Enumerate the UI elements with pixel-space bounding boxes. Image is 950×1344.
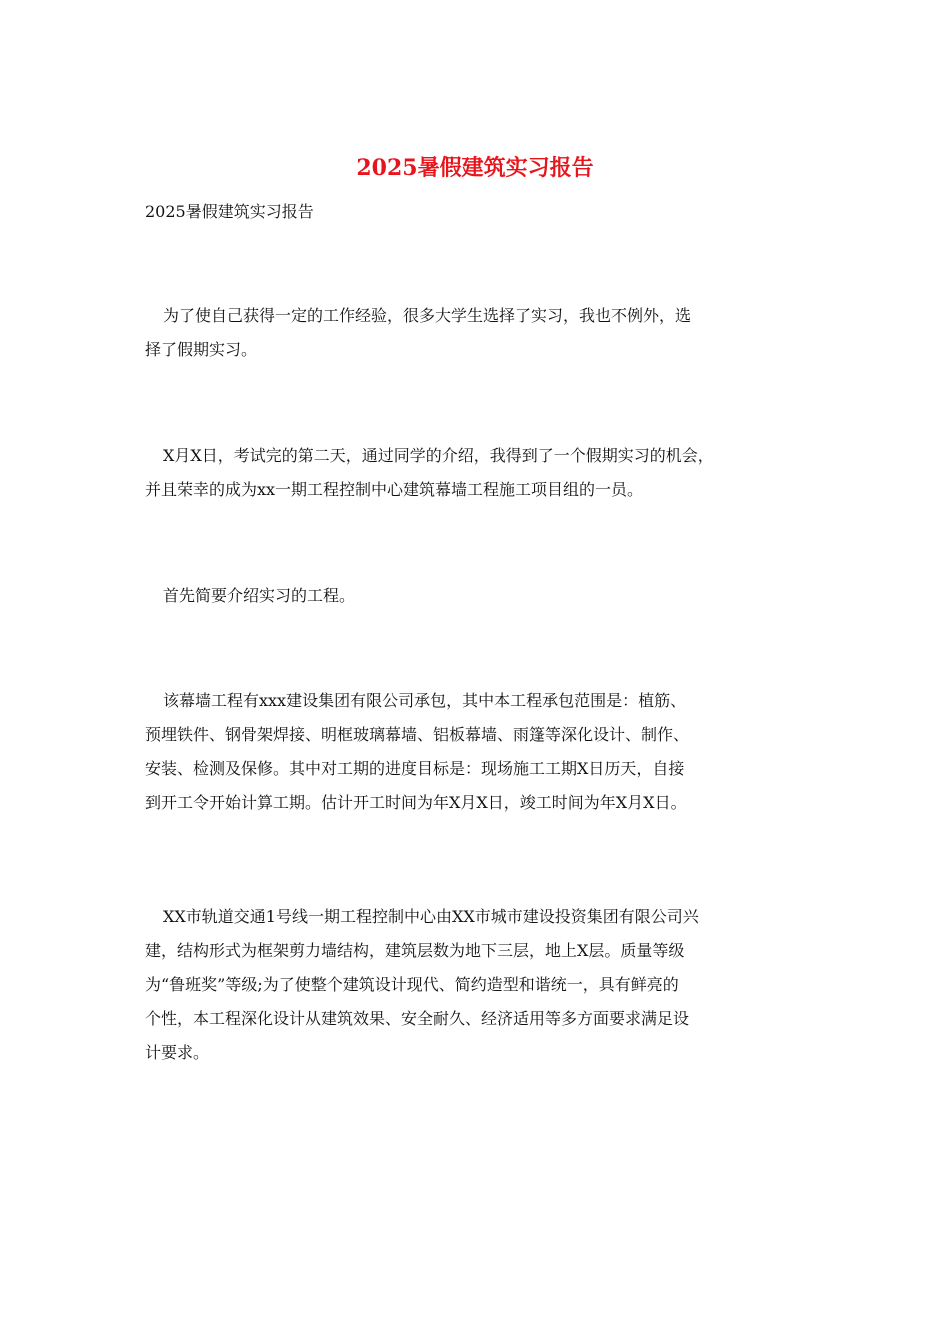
document-title: 2025暑假建筑实习报告 xyxy=(356,155,594,181)
paragraph: X月X日，考试完的第二天，通过同学的介绍，我得到了一个假期实习的机会， 并且荣幸的成为xx一期工程控制中心建筑幕墙工程施工项目组的一员。 xyxy=(145,446,714,499)
paragraph: 首先简要介绍实习的工程。 xyxy=(163,586,356,605)
document-subtitle: 2025暑假建筑实习报告 xyxy=(145,202,314,221)
paragraph: 该幕墙工程有xxx建设集团有限公司承包，其中本工程承包范围是：植筋、 预埋铁件、钢骨架焊接、明框玻璃幕墙、铝板幕墙、雨篷等深化设计、制作、 安装、检测及保修。其中对工期的进度目标是：现场施工工期X日历天，自接 到开工令开始计算工期。估计开工时间为年X月X日，竣工时间为年X月X日。 xyxy=(145,691,690,812)
paragraph: 为了使自己获得一定的工作经验，很多大学生选择了实习，我也不例外，选 择了假期实习。 xyxy=(145,306,692,359)
paragraph: XX市轨道交通1号线一期工程控制中心由XX市城市建设投资集团有限公司兴 建，结构形式为框架剪力墙结构，建筑层数为地下三层，地上X层。质量等级 为“鲁班奖”等级;为了使整个建筑设计现代、简约造型和谐统一，具有鲜亮的 个性，本工程深化设计从建筑效果、安全耐久、经济适用等多方面要求满足设 计要求。 xyxy=(145,907,699,1062)
